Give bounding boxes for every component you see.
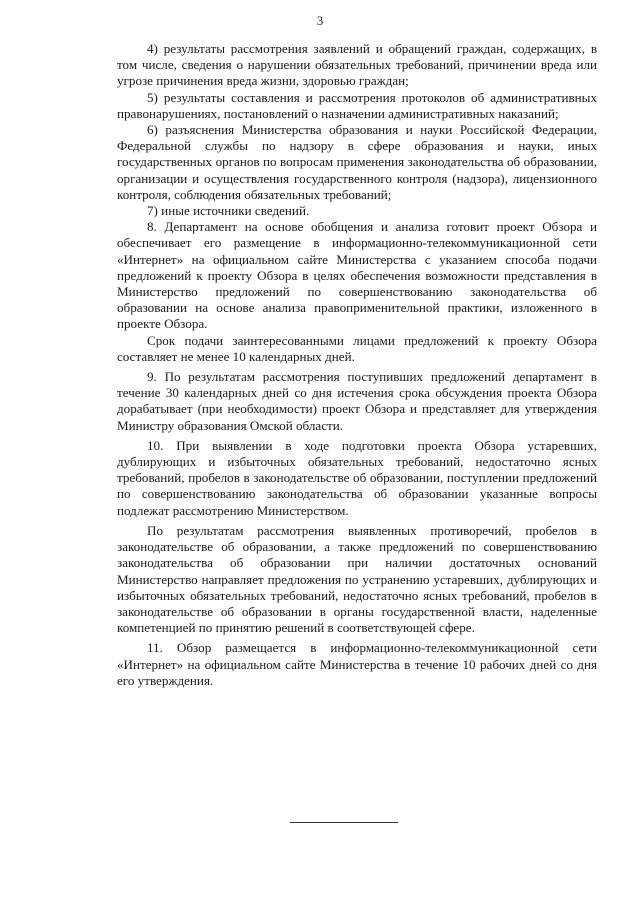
paragraph-section-9: 9. По результатам рассмотрения поступивших предложений департамент в течение 30 календарных дней со дня истечения срока обсуждения проекта Обзора дорабатывает (при необходимости) проект Обзора и представляет для утверждения Министру образования Омской области. bbox=[117, 369, 597, 433]
paragraph-review-results: По результатам рассмотрения выявленных противоречий, пробелов в законодательстве об образовании, а также предложений по совершенствованию законодательства об образовании при наличии достаточных оснований Министерство направляет предложения по устранению устаревших, дублирующих и избыточных обязательных требований, недостаточно ясных требований, пробелов в законодательстве об образовании в органы государственной власти, наделенные компетенцией по принятию решений в соответствующей сфере. bbox=[117, 522, 597, 636]
document-body bbox=[117, 41, 597, 689]
paragraph-section-8: 8. Департамент на основе обобщения и анализа готовит проект Обзора и обеспечивает его размещение в информационно-телекоммуникационной сети «Интернет» на официальном сайте Министерства с указанием способа подачи предложений к проекту Обзора в целях обеспечения возможности представления в Министерство предложений по совершенствованию законодательства об образовании на основе анализа правоприменительной практики, изложенного в проекте Обзора. bbox=[117, 219, 597, 332]
page-number: 3 bbox=[316, 13, 324, 28]
paragraph-item-6: 6) разъяснения Министерства образования и науки Российской Федерации, Федеральной службы по надзору в сфере образования и науки, иных государственных органов по вопросам применения законодательства об образовании, организации и осуществления государственного контроля (надзора), лицензионного контроля, соблюдения обязательных требований; bbox=[117, 122, 597, 202]
paragraph-submission-period: Срок подачи заинтересованными лицами предложений к проекту Обзора составляет не менее 10 календарных дней. bbox=[117, 332, 597, 364]
paragraph-section-10: 10. При выявлении в ходе подготовки проекта Обзора устаревших, дублирующих и избыточных обязательных требований, недостаточно ясных требований, пробелов в законодательстве об образовании, поступлении предложений по совершенствованию законодательства об образовании указанные вопросы подлежат рассмотрению Министерством. bbox=[117, 437, 597, 518]
paragraph-section-11: 11. Обзор размещается в информационно-телекоммуникационной сети «Интернет» на официальном сайте Министерства в течение 10 рабочих дней со дня его утверждения. bbox=[117, 640, 597, 688]
paragraph-item-7: 7) иные источники сведений. bbox=[147, 203, 310, 219]
end-divider-line bbox=[290, 822, 398, 823]
paragraph-item-5: 5) результаты составления и рассмотрения протоколов об административных правонарушениях, постановлений о назначении административных наказаний; bbox=[117, 89, 597, 121]
paragraph-item-4: 4) результаты рассмотрения заявлений и обращений граждан, содержащих, в том числе, сведения о нарушении обязательных требований, причинении вреда или угрозе причинения вреда жизни, здоровью граждан; bbox=[117, 41, 597, 89]
